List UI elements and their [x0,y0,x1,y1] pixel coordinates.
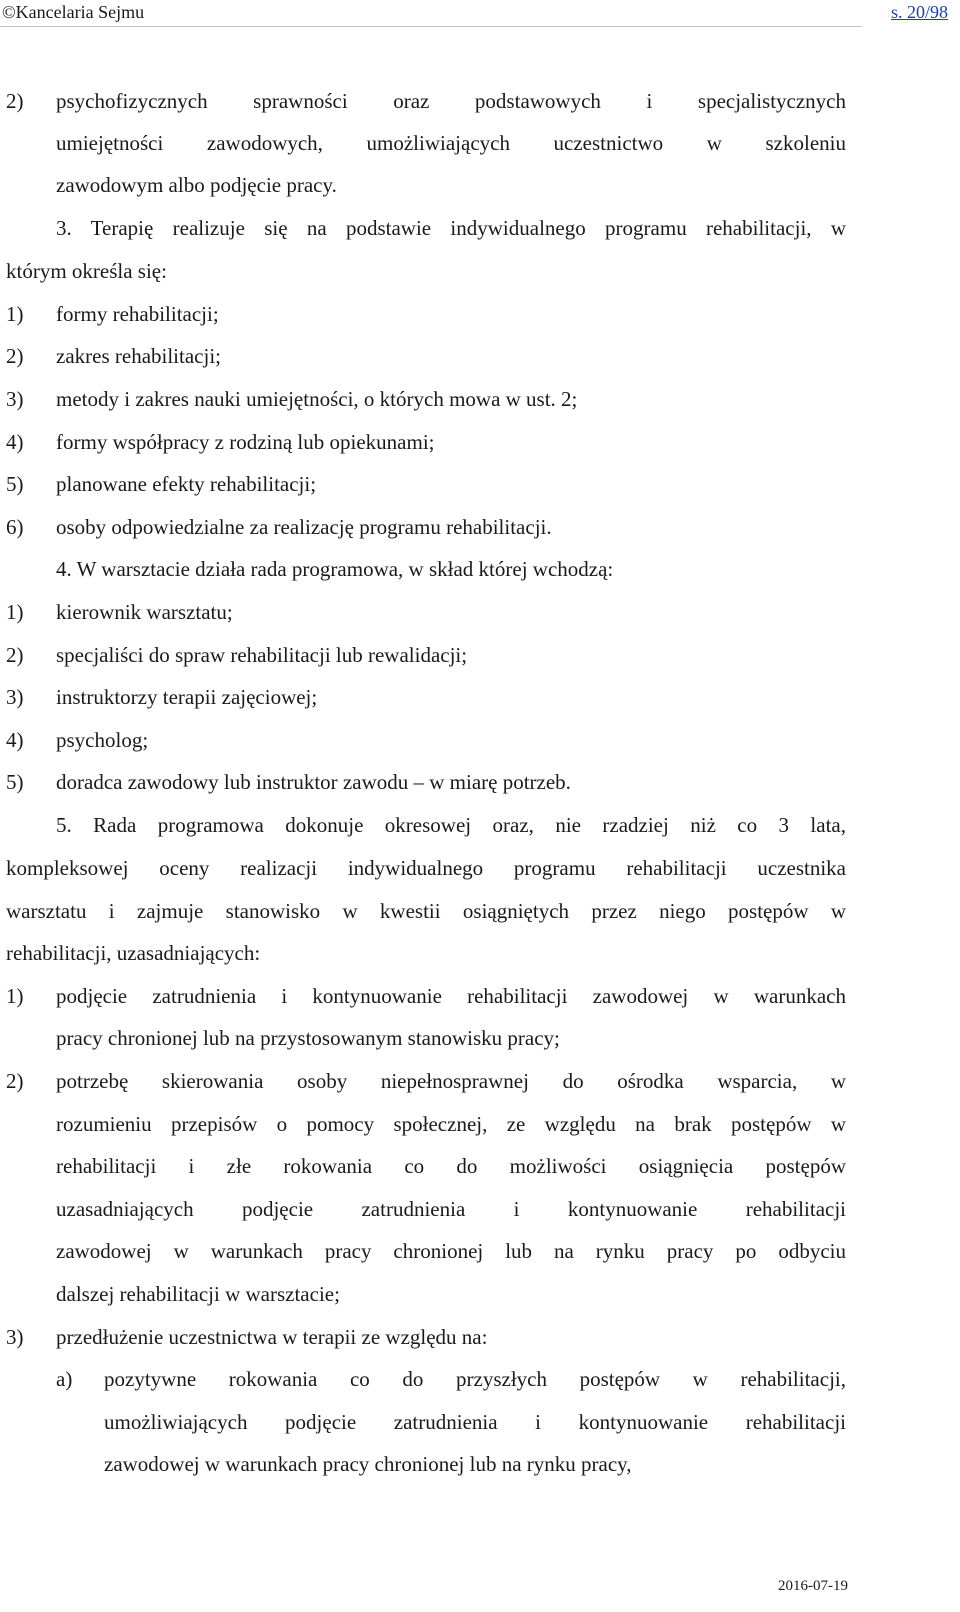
paragraph-text: warsztatu i zajmuje stanowisko w kwestii osiągniętych przez niego postępów w [6,899,846,923]
list-number: 5) [6,472,24,496]
paragraph-text: 3. Terapię realizuje się na podstawie indywidualnego programu rehabilitacji, w [56,216,846,240]
paragraph-text: kompleksowej oceny realizacji indywidualnego programu rehabilitacji uczestnika [6,856,846,880]
list-item-text: instruktorzy terapii zajęciowej; [56,685,318,709]
list-item-text: planowane efekty rehabilitacji; [56,472,317,496]
list-item-text: doradca zawodowy lub instruktor zawodu – w miarę potrzeb. [56,770,571,794]
list-item-text: formy współpracy z rodziną lub opiekunami; [56,430,435,454]
list-number: 1) [6,302,24,326]
list-number: 2) [6,89,24,113]
list-item-text: specjaliści do spraw rehabilitacji lub rewalidacji; [56,643,468,667]
list-number: 3) [6,1325,24,1349]
list-number: 1) [6,600,24,624]
list-item-text: uzasadniających podjęcie zatrudnienia i kontynuowanie rehabilitacji [56,1197,846,1221]
list-item-text: umiejętności zawodowych, umożliwiających uczestnictwo w szkoleniu [56,131,846,155]
list-number: 3) [6,387,24,411]
list-number: 2) [6,643,24,667]
list-number: 1) [6,984,24,1008]
list-item-text: rehabilitacji i złe rokowania co do możliwości osiągnięcia postępów [56,1154,846,1178]
list-number: 2) [6,1069,24,1093]
list-number: 4) [6,728,24,752]
copyright-notice: ©Kancelaria Sejmu [2,2,145,22]
list-number: 3) [6,685,24,709]
sublist-item-text: pozytywne rokowania co do przyszłych postępów w rehabilitacji, [104,1367,846,1391]
list-item-text: podjęcie zatrudnienia i kontynuowanie rehabilitacji zawodowej w warunkach [56,984,846,1008]
paragraph-text: rehabilitacji, uzasadniających: [6,941,261,965]
list-item-text: potrzebę skierowania osoby niepełnosprawnej do ośrodka wsparcia, w [56,1069,846,1093]
paragraph-text: którym określa się: [6,259,167,283]
list-item-text: osoby odpowiedzialne za realizację programu rehabilitacji. [56,515,552,539]
list-item-text: metody i zakres nauki umiejętności, o których mowa w ust. 2; [56,387,578,411]
list-item-text: psychofizycznych sprawności oraz podstawowych i specjalistycznych [56,89,846,113]
list-item-text: psycholog; [56,728,149,752]
list-item-text: zawodowym albo podjęcie pracy. [56,173,337,197]
paragraph-text: 4. W warsztacie działa rada programowa, w skład której wchodzą: [56,557,614,581]
list-item-text: formy rehabilitacji; [56,302,219,326]
paragraph-text: 5. Rada programowa dokonuje okresowej oraz, nie rzadziej niż co 3 lata, [56,813,846,837]
list-number: 4) [6,430,24,454]
list-item-text: pracy chronionej lub na przystosowanym stanowisku pracy; [56,1026,560,1050]
header-divider [0,26,862,27]
list-number: 6) [6,515,24,539]
sublist-item-text: zawodowej w warunkach pracy chronionej lub na rynku pracy, [104,1452,632,1476]
list-item-text: zakres rehabilitacji; [56,344,221,368]
page-number-link[interactable]: s. 20/98 [890,2,948,22]
list-number: 5) [6,770,24,794]
list-item-text: przedłużenie uczestnictwa w terapii ze względu na: [56,1325,488,1349]
sublist-item-text: umożliwiających podjęcie zatrudnienia i kontynuowanie rehabilitacji [104,1410,846,1434]
page-number [891,0,948,24]
list-item-text: rozumieniu przepisów o pomocy społecznej, ze względu na brak postępów w [56,1112,846,1136]
sublist-letter: a) [56,1367,73,1391]
document-date: 2016-07-19 [778,1578,848,1594]
list-item-text: zawodowej w warunkach pracy chronionej lub na rynku pracy po odbyciu [56,1239,846,1263]
list-item-text: dalszej rehabilitacji w warsztacie; [56,1282,340,1306]
list-number: 2) [6,344,24,368]
list-item-text: kierownik warsztatu; [56,600,233,624]
